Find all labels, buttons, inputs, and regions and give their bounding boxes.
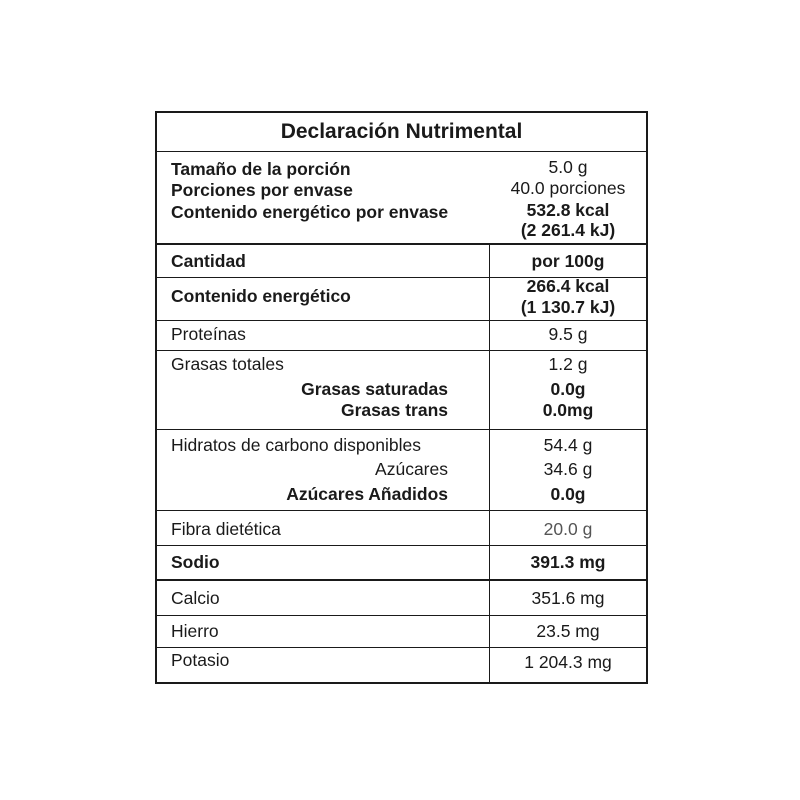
amount-label: Cantidad <box>171 251 246 271</box>
divider-serving <box>157 243 646 245</box>
added-sugars-value: 0.0g <box>550 484 586 504</box>
sodium-value: 391.3 mg <box>530 552 606 572</box>
sodium-label: Sodio <box>171 552 220 572</box>
saturated-fat-value: 0.0g <box>550 379 586 399</box>
iron-label: Hierro <box>171 621 219 641</box>
energy-label: Contenido energético <box>171 286 351 306</box>
serving-size-label: Tamaño de la porción <box>171 159 351 179</box>
added-sugars-label: Azúcares Añadidos <box>286 484 448 504</box>
energy-per-package-label: Contenido energético por envase <box>171 202 449 222</box>
total-fat-label: Grasas totales <box>171 354 284 374</box>
fiber-value: 20.0 g <box>543 519 593 539</box>
nutrition-label <box>155 111 648 684</box>
energy-per-package-kj: (2 261.4 kJ) <box>520 220 616 240</box>
serving-size-value: 5.0 g <box>548 157 588 177</box>
carbs-label: Hidratos de carbono disponibles <box>171 435 422 455</box>
divider-protein <box>157 350 646 351</box>
divider-iron <box>157 647 646 648</box>
protein-label: Proteínas <box>171 324 246 344</box>
portions-value: 40.0 porciones <box>510 178 626 198</box>
per-100g-label: por 100g <box>531 251 605 271</box>
calcium-value: 351.6 mg <box>531 588 605 608</box>
iron-value: 23.5 mg <box>536 621 600 641</box>
label-title: Declaración Nutrimental <box>280 120 523 143</box>
sugars-label: Azúcares <box>375 459 448 479</box>
divider-title <box>157 151 646 152</box>
trans-fat-value: 0.0mg <box>542 400 594 420</box>
energy-per-package-kcal: 532.8 kcal <box>526 200 610 220</box>
protein-value: 9.5 g <box>548 324 588 344</box>
trans-fat-label: Grasas trans <box>340 400 448 420</box>
saturated-fat-label: Grasas saturadas <box>301 379 448 399</box>
energy-kcal: 266.4 kcal <box>526 276 610 296</box>
total-fat-value: 1.2 g <box>548 354 588 374</box>
potassium-label: Potasio <box>171 650 230 670</box>
portions-label: Porciones por envase <box>171 180 353 200</box>
potassium-value: 1 204.3 mg <box>524 652 612 672</box>
energy-kj: (1 130.7 kJ) <box>520 297 616 317</box>
divider-fiber <box>157 545 646 546</box>
divider-sodium <box>157 579 646 581</box>
divider-energy <box>157 320 646 321</box>
sugars-value: 34.6 g <box>543 459 593 479</box>
divider-calcium <box>157 615 646 616</box>
divider-carbs <box>157 510 646 511</box>
divider-fat <box>157 429 646 430</box>
calcium-label: Calcio <box>171 588 220 608</box>
carbs-value: 54.4 g <box>543 435 593 455</box>
fiber-label: Fibra dietética <box>171 519 281 539</box>
